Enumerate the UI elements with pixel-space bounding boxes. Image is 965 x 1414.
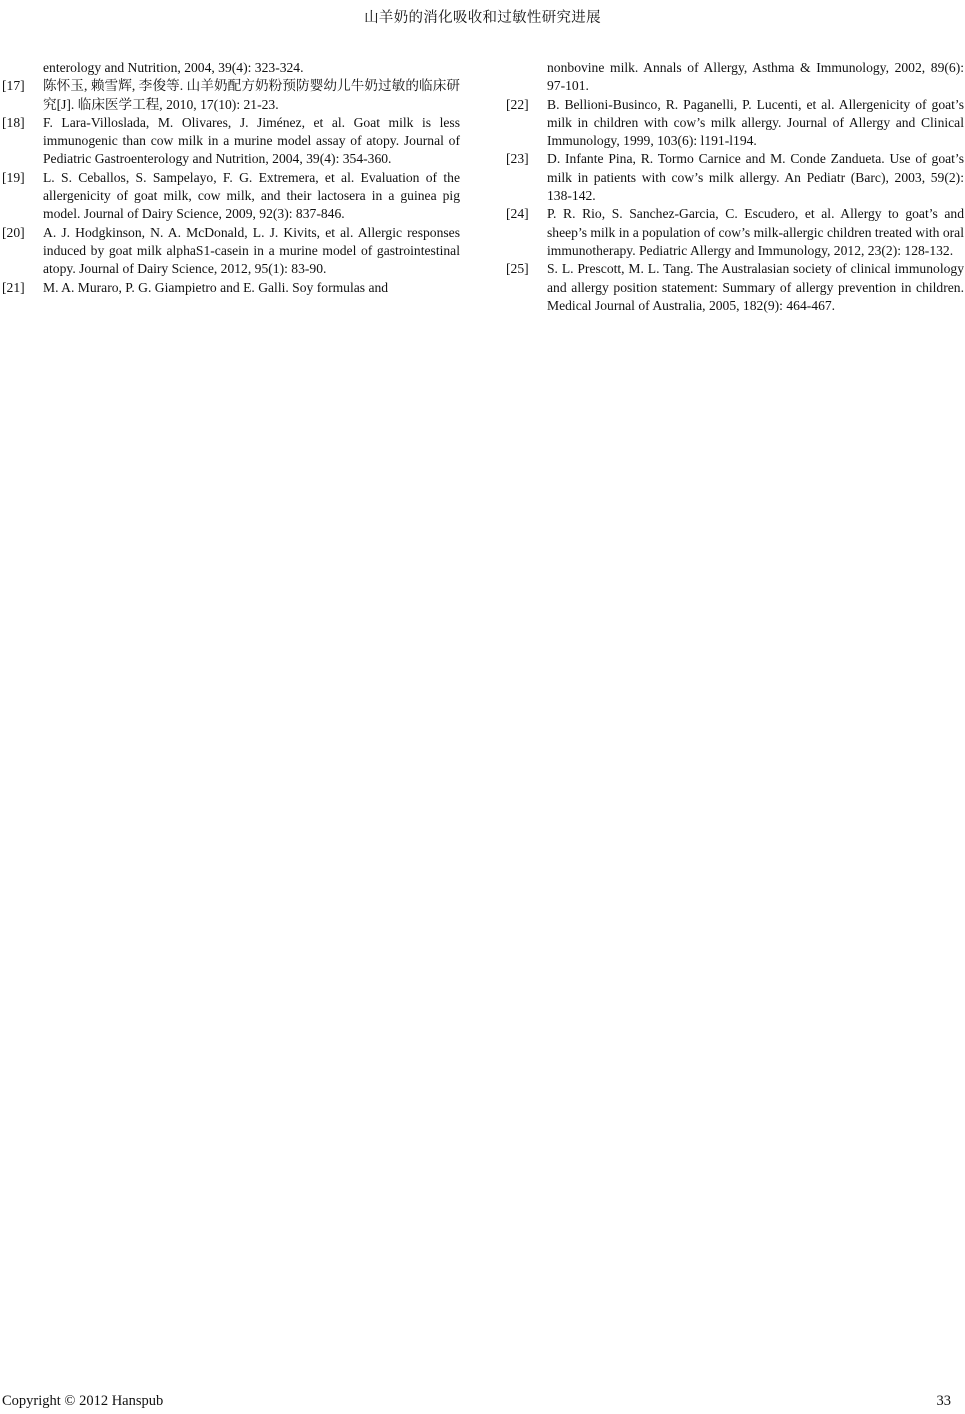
reference-entry xyxy=(506,96,964,151)
reference-number: [19] xyxy=(2,169,25,185)
reference-number: [23] xyxy=(506,151,529,167)
reference-text: M. A. Muraro, P. G. Giampietro and E. Galli. Soy formulas and xyxy=(43,279,389,295)
reference-text: F. Lara-Villoslada, M. Olivares, J. Jiménez, et al. Goat milk is less immunogenic than cow milk in a murine model assay of atopy. Journal of Pediatric Gastroenterology and Nutrition, 2004, 39(4): 354-360. xyxy=(43,114,460,167)
reference-text: 陈怀玉, 赖雪辉, 李俊等. 山羊奶配方奶粉预防婴幼儿牛奶过敏的临床研究[J]. 临床医学工程, 2010, 17(10): 21-23. xyxy=(43,78,460,112)
reference-entry xyxy=(2,114,460,169)
reference-entry xyxy=(2,77,460,114)
reference-text: D. Infante Pina, R. Tormo Carnice and M. Conde Zandueta. Use of goat’s milk in patients with cow’s milk allergy. An Pediatr (Barc), 2003, 59(2): 138-142. xyxy=(547,151,964,204)
reference-number: [21] xyxy=(2,279,25,295)
reference-text: A. J. Hodgkinson, N. A. McDonald, L. J. Kivits, et al. Allergic responses induced by goat milk alphaS1-casein in a murine model of gastrointestinal atopy. Journal of Dairy Science, 2012, 95(1): 83-90. xyxy=(43,224,460,277)
reference-text: S. L. Prescott, M. L. Tang. The Australasian society of clinical immunology and allergy position statement: Summary of allergy prevention in children. Medical Journal of Australia, 2005, 182(9): 464-467. xyxy=(547,261,964,313)
references-right-column xyxy=(506,59,964,315)
reference-entry xyxy=(2,169,460,224)
reference-text: L. S. Ceballos, S. Sampelayo, F. G. Extremera, et al. Evaluation of the allergenicity of goat milk, cow milk, and their lactosera in a guinea pig model. Journal of Dairy Science, 2009, 92(3): 837-846. xyxy=(43,169,460,222)
reference-text: enterology and Nutrition, 2004, 39(4): 323-324. xyxy=(43,60,304,75)
reference-number: [24] xyxy=(506,206,529,222)
reference-text: P. R. Rio, S. Sanchez-Garcia, C. Escudero, et al. Allergy to goat’s and sheep’s milk in a population of cow’s milk-allergic children treated with oral immunotherapy. Pediatric Allergy and Immunology, 2012, 23(2): 128-132. xyxy=(547,206,964,258)
reference-text: nonbovine milk. Annals of Allergy, Asthma & Immunology, 2002, 89(6): 97-101. xyxy=(547,60,964,94)
reference-entry xyxy=(2,279,460,297)
reference-entry xyxy=(2,59,460,77)
running-header: 山羊奶的消化吸收和过敏性研究进展 xyxy=(364,10,601,26)
reference-number: [17] xyxy=(2,78,25,94)
references-left-column xyxy=(2,59,460,297)
reference-entry xyxy=(506,59,964,96)
reference-entry xyxy=(506,150,964,205)
reference-entry xyxy=(2,224,460,279)
reference-entry xyxy=(506,205,964,260)
reference-number: [20] xyxy=(2,224,25,240)
reference-entry xyxy=(506,260,964,315)
reference-text: B. Bellioni-Businco, R. Paganelli, P. Lucenti, et al. Allergenicity of goat’s milk in children with cow’s milk allergy. Journal of Allergy and Clinical Immunology, 1999, 103(6): l191-l194. xyxy=(547,96,964,149)
page-number: 33 xyxy=(936,1393,951,1409)
reference-number: [18] xyxy=(2,114,25,130)
reference-number: [25] xyxy=(506,261,529,277)
reference-number: [22] xyxy=(506,96,529,112)
copyright-notice: Copyright © 2012 Hanspub xyxy=(2,1393,164,1409)
